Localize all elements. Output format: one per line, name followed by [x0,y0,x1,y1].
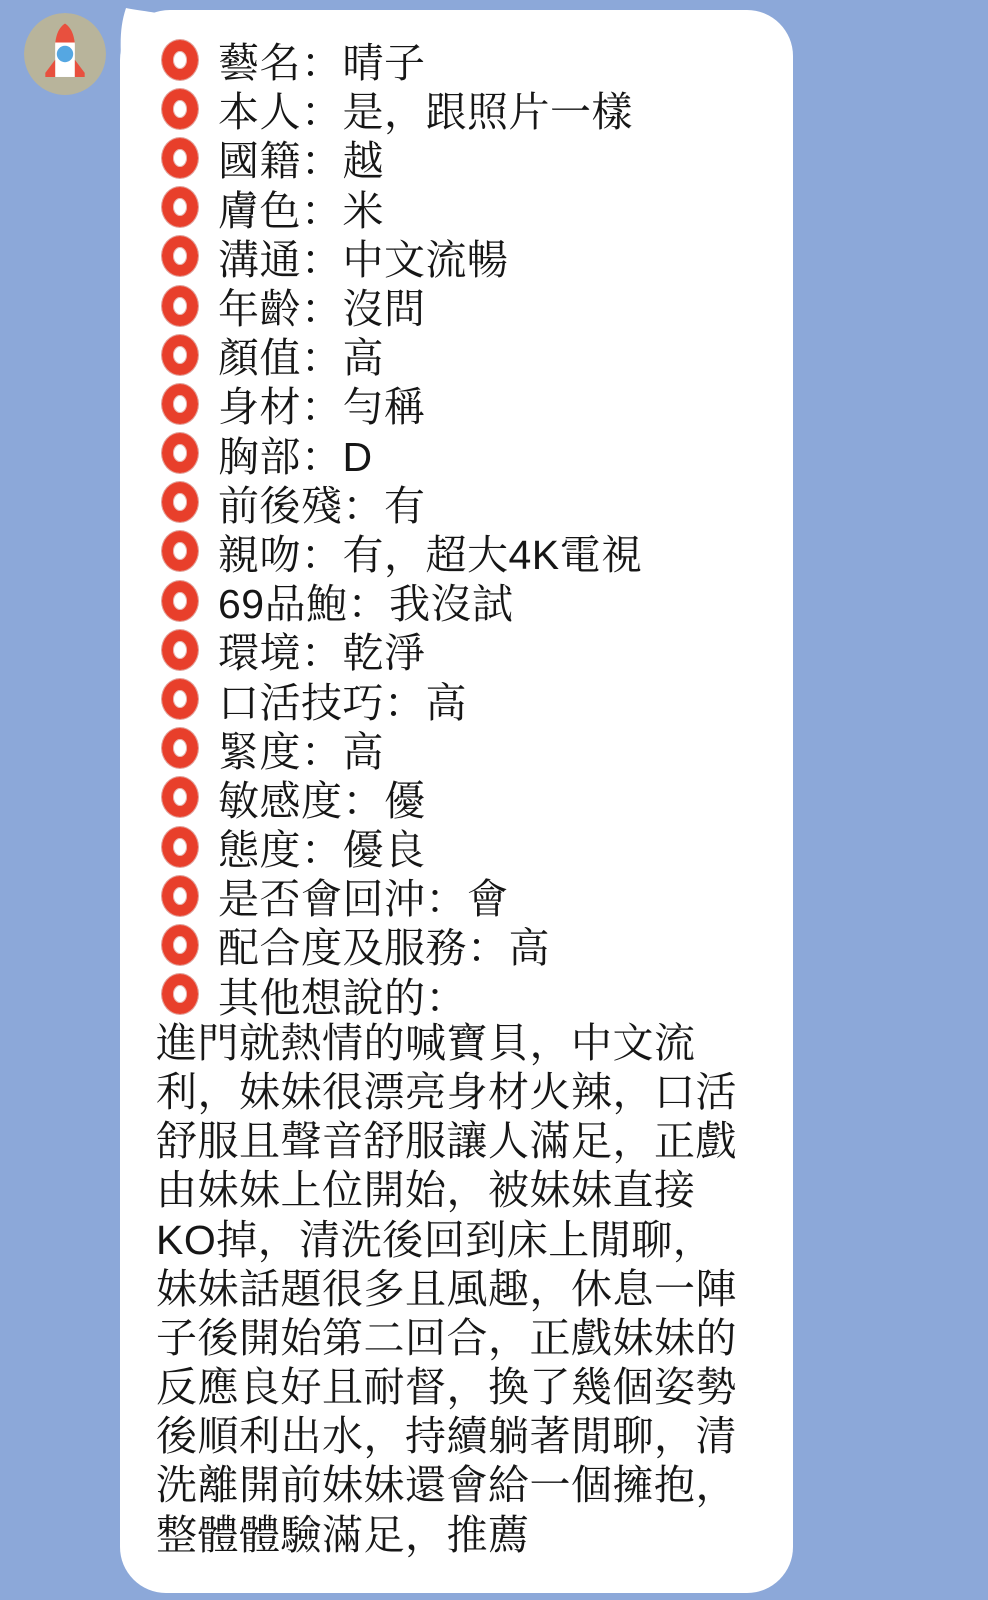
list-item [162,478,793,527]
list-item [162,822,793,874]
bullet-text: 藝名：晴子 [218,40,426,87]
list-item [162,232,793,281]
bullet-text: 顏值：高 [218,335,384,382]
paragraph-line: 洗離開前妹妹還會給一個擁抱， [156,1462,737,1509]
paragraph-line: 整體體驗滿足，推薦 [156,1511,530,1558]
bullet-text: 年齡：沒問 [218,286,426,333]
paragraph-line: KO掉，清洗後回到床上閒聊， [156,1216,715,1263]
list-item [162,674,793,726]
list-item [162,35,793,87]
avatar[interactable] [24,13,106,95]
bullet-text: 溝通：中文流暢 [218,236,509,283]
red-circle-icon [162,827,198,867]
paragraph-line: 由妹妹上位開始，被妹妹直接 [156,1167,696,1214]
list-item [162,625,793,677]
bullet-text: 胸部：D [218,433,373,480]
paragraph-line: 妹妹話題很多且風趣，休息一陣 [156,1265,737,1312]
bullet-text: 國籍：越 [218,138,384,185]
list-item [162,871,793,923]
bullet-text: 親吻：有，超大4K電視 [218,531,643,578]
list-item [162,773,793,822]
red-circle-icon [162,384,198,424]
red-circle-icon [162,482,198,522]
bullet-text: 配合度及服務：高 [218,925,550,972]
paragraph-line: 反應良好且耐督，換了幾個姿勢 [156,1364,737,1411]
list-item [162,724,793,773]
list-item [162,970,793,1019]
list-item [162,133,793,185]
red-circle-icon [162,335,198,375]
red-circle-icon [162,777,198,817]
rocket-icon [24,13,106,95]
list-item [162,429,793,478]
red-circle-icon [162,630,198,670]
red-circle-icon [162,89,198,129]
red-circle-icon [162,236,198,276]
paragraph-line: 舒服且聲音舒服讓人滿足，正戲 [156,1118,737,1165]
red-circle-icon [162,876,198,916]
bullet-text: 態度：優良 [218,827,426,874]
red-circle-icon [162,433,198,473]
bullet-text: 本人：是，跟照片一樣 [218,89,633,136]
review-paragraph [156,1019,793,1560]
paragraph-line: 後順利出水，持續躺著閒聊，清 [156,1413,737,1460]
red-circle-icon [162,531,198,571]
bullet-text: 是否會回沖：會 [218,876,509,923]
red-circle-icon [162,925,198,965]
red-circle-icon [162,138,198,178]
bullet-text: 環境：乾淨 [218,630,426,677]
list-item [162,576,793,628]
list-item [162,330,793,382]
paragraph-line: 進門就熱情的喊寶貝，中文流 [156,1019,696,1066]
bullet-text: 前後殘：有 [218,482,426,529]
list-item [162,527,793,576]
list-item [162,281,793,333]
bullet-text: 口活技巧：高 [218,679,467,726]
bubble-tail-icon [119,7,171,63]
red-circle-icon [162,974,198,1014]
paragraph-line: 子後開始第二回合，正戲妹妹的 [156,1314,737,1361]
red-circle-icon [162,286,198,326]
list-item [162,183,793,232]
list-item [162,920,793,972]
bullet-text: 身材：勻稱 [218,384,426,431]
paragraph-line: 利，妹妹很漂亮身材火辣，口活 [156,1068,737,1115]
bullet-list [162,35,793,1019]
bullet-text: 69品鮑：我沒試 [218,581,514,628]
list-item [162,84,793,136]
red-circle-icon [162,187,198,227]
message-bubble [120,10,793,1593]
bullet-text: 緊度：高 [218,728,384,775]
bullet-text: 膚色：米 [218,187,384,234]
red-circle-icon [162,728,198,768]
bullet-text: 敏感度：優 [218,777,426,824]
red-circle-icon [162,581,198,621]
bullet-text: 其他想說的： [218,974,467,1021]
list-item [162,379,793,431]
red-circle-icon [162,679,198,719]
